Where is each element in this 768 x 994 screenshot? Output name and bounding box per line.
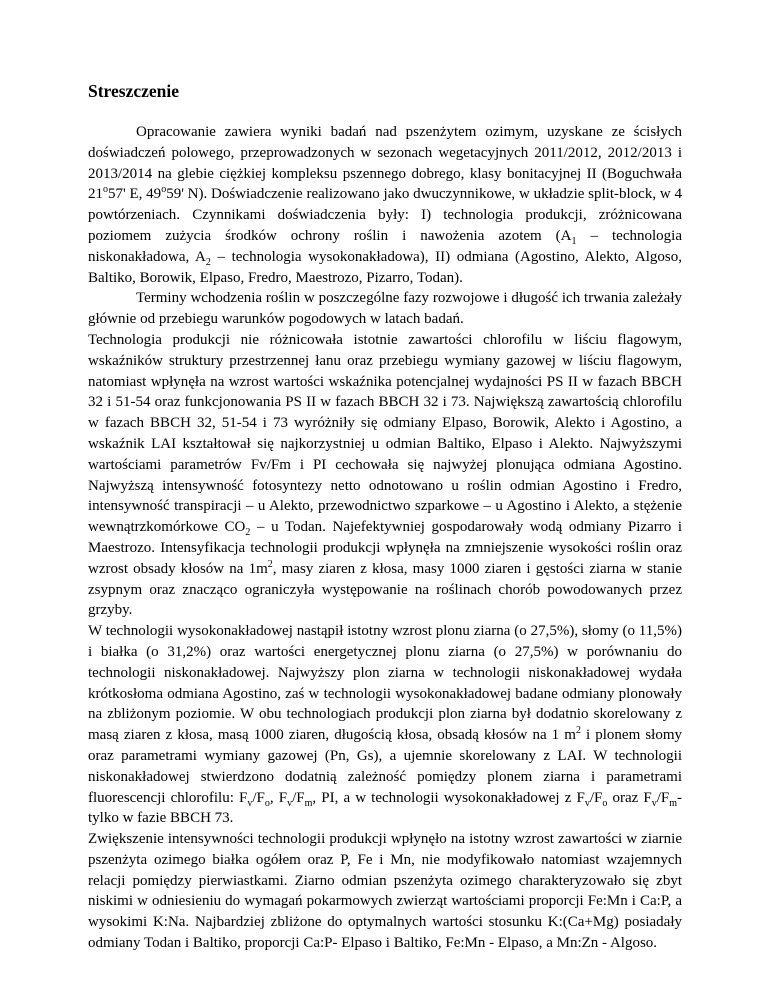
paragraph: W technologii wysokonakładowej nastąpił istotny wzrost plonu ziarna (o 27,5%), słomy (o 11,5%) i białka (o 31,2%) oraz wartości energetycznej plonu ziarna (o 27,5%) w porównaniu do technologii niskonakładowej. Najwyższy plon ziarna w technologii niskonakładowej wydała krótkosłoma odmiana Agostino, zaś w technologii wysokonakładowej badane odmiany plonowały na zbliżonym poziomie. W obu technologiach produkcji plon ziarna był dodatnio skorelowany z masą ziaren z kłosa, masą 1000 ziaren, długością kłosa, obsadą kłosów na 1 $m^2$ i plonem słomy oraz parametrami wymiany gazowej (Pn, Gs), a ujemnie skorelowany z LAI. W technologii niskonakładowej stwierdzono dodatnią zależność pomiędzy plonem ziarna i parametrami fluorescencji chlorofilu: $F_v/F_o$, $F_v/F_m$, PI, a w technologii wysokonakładowej z $F_v/F_o$ oraz $F_v/F_m-$ tylko w fazie BBCH 73. bbox=[88, 623, 683, 827]
paragraph: Opracowanie zawiera wyniki badań nad pszenżytem ozimym, uzyskane ze ścisłych doświadczeń polowego, przeprowadzonych w sezonach wegetacyjnych 2011/2012, 2012/2013 i 2013/2014 na glebie ciężkiej kompleksu pszennego dobrego, klasy bonitacyjnej II (Boguchwała 21$^o$57' E, 49$^o$59' N). Doświadczenie realizowano jako dwuczynnikowe, w układzie split-block, w 4 powtórzeniach. Czynnikami doświadczenia były: I) technologia produkcji, zróżnicowana poziomem zużycia środków ochrony roślin i nawożenia azotem ($A_1$ – technologia niskonakładowa, $A_2$ – technologia wysokonakładowa), II) odmiana (Agostino, Alekto, Algoso, Baltiko, Borowik, Elpaso, Fredro, Maestrozo, Pizarro, Todan). bbox=[88, 124, 683, 286]
document-page bbox=[88, 80, 682, 954]
document-title: Streszczenie bbox=[88, 81, 180, 101]
document-body bbox=[88, 122, 682, 954]
paragraph: Terminy wchodzenia roślin w poszczególne fazy rozwojowe i długość ich trwania zależały głównie od przebiegu warunków pogodowych w latach badań. bbox=[88, 290, 682, 328]
paragraph: Zwiększenie intensywności technologii produkcji wpłynęło na istotny wzrost zawartości w ziarnie pszenżyta ozimego białka ogółem oraz P, Fe i Mn, nie modyfikowało natomiast wzajemnych relacji pomiędzy pierwiastkami. Ziarno odmian pszenżyta ozimego charakteryzowało się zbyt niskimi w odniesieniu do wymagań pokarmowych zwierząt wartościami proporcji Fe:Mn i Ca:P, a wysokimi K:Na. Najbardziej zbliżone do optymalnych wartości stosunku K:(Ca+Mg) posiadały odmiany Todan i Baltiko, proporcji Ca:P- Elpaso i Baltiko, Fe:Mn - Elpaso, a Mn:Zn - Algoso. bbox=[88, 831, 682, 952]
paragraph: Technologia produkcji nie różnicowała istotnie zawartości chlorofilu w liściu flagowym, wskaźników struktury przestrzennej łanu oraz przebiegu wymiany gazowej w liściu flagowym, natomiast wpłynęła na wzrost wartości wskaźnika potencjalnej wydajności PS II w fazach BBCH 32 i 51-54 oraz funkcjonowania PS II w fazach BBCH 32 i 73. Największą zawartością chlorofilu w fazach BBCH 32, 51-54 i 73 wyróżniły się odmiany Elpaso, Borowik, Alekto i Agostino, a wskaźnik LAI kształtował się najkorzystniej u odmian Baltiko, Elpaso i Alekto. Najwyższymi wartościami parametrów Fv/Fm i PI cechowała się najwyżej plonująca odmiana Agostino. Najwyższą intensywność fotosyntezy netto odnotowano u roślin odmian Agostino i Fredro, intensywność transpiracji – u Alekto, przewodnictwo szparkowe – u Agostino i Alekto, a stężenie wewnątrzkomórkowe $CO_2$ – u Todan. Najefektywniej gospodarowały wodą odmiany Pizarro i Maestrozo. Intensyfikacja technologii produkcji wpłynęła na zmniejszenie wysokości roślin oraz wzrost obsady kłosów na $1m^2$, masy ziaren z kłosa, masy 1000 ziaren i gęstości ziarna w stanie zsypnym oraz znacząco ograniczyła występowanie na roślinach chorób powodowanych przez grzyby. bbox=[88, 331, 683, 619]
